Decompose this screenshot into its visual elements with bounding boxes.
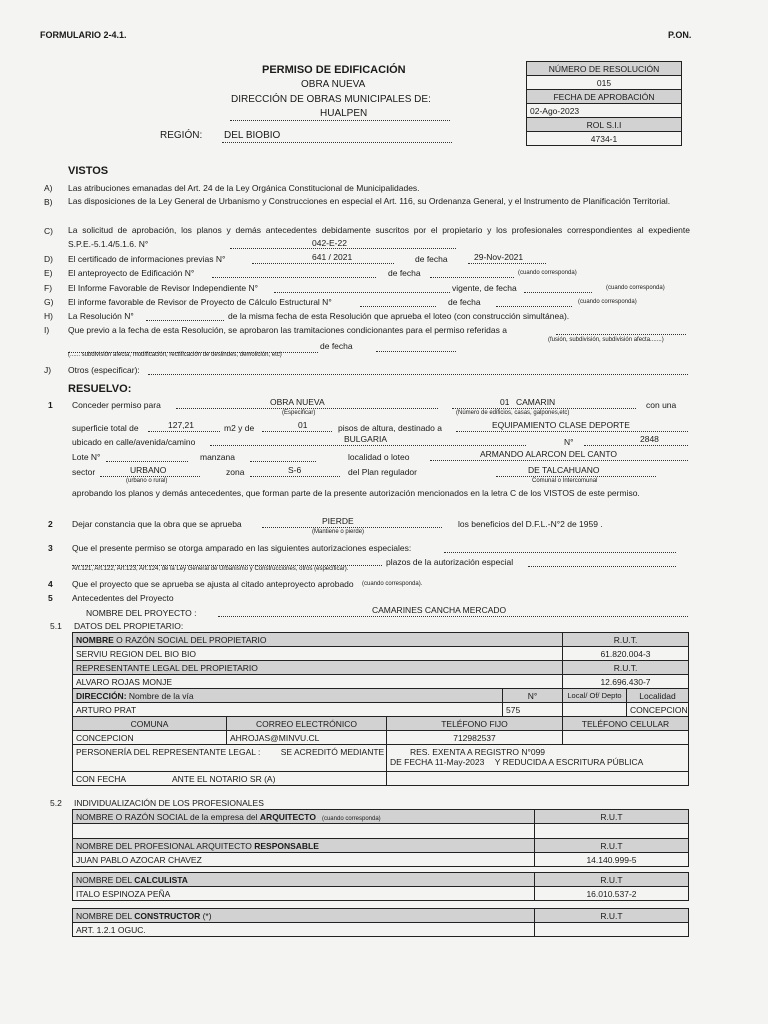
rep-label: REPRESENTANTE LEGAL DEL PROPIETARIO: [73, 661, 563, 675]
doc-title: PERMISO DE EDIFICACIÓN: [262, 64, 406, 76]
vistos-d: El certificado de informaciones previas N°: [68, 254, 226, 264]
item-number: 5.1: [50, 621, 62, 631]
architect-table: [72, 809, 689, 867]
approval-date-label: FECHA DE APROBACIÓN: [527, 90, 682, 104]
item-letter: I): [44, 325, 50, 335]
building-type: CAMARIN: [516, 397, 556, 407]
project-name-label: NOMBRE DEL PROYECTO :: [86, 608, 197, 618]
dom-label: DIRECCIÓN DE OBRAS MUNICIPALES DE:: [231, 94, 431, 105]
text: Que el presente permiso se otorga amparado en las siguientes autorizaciones especiales:: [72, 543, 412, 553]
label: O RAZÓN SOCIAL DEL PROPIETARIO: [113, 634, 267, 645]
expediente-number: 042-E-22: [312, 238, 347, 248]
fecha-label: de fecha: [448, 297, 481, 307]
item-letter: C): [44, 226, 53, 236]
label-bold: ARQUITECTO: [259, 811, 316, 822]
vistos-g: El informe favorable de Revisor de Proyecto de Cálculo Estructural N°: [68, 297, 332, 307]
label: NOMBRE DEL: [76, 874, 135, 885]
text: plazos de la autorización especial: [386, 557, 514, 567]
resuelvo-heading: RESUELVO:: [68, 383, 132, 395]
permit-type: OBRA NUEVA: [270, 397, 325, 407]
item-number: 1: [48, 400, 53, 410]
text: del Plan regulador: [348, 467, 417, 477]
calculist-rut: 16.010.537-2: [535, 887, 689, 901]
item-letter: E): [44, 268, 53, 278]
locality: ARMANDO ALARCON DEL CANTO: [480, 449, 617, 459]
plan-regulador: DE TALCAHUANO: [528, 465, 600, 475]
note: (cuando corresponda).: [362, 581, 423, 587]
note: Comunal o Intercomunal: [532, 478, 598, 484]
fecha-label: de fecha: [388, 268, 421, 278]
local-label: Local/ Of/ Depto: [563, 689, 627, 703]
pon-label: P.ON.: [668, 30, 692, 40]
rut-label: R.U.T.: [563, 661, 689, 675]
note: (Especificar): [282, 410, 316, 416]
label: NOMBRE O RAZÓN SOCIAL de la empresa del: [76, 811, 260, 822]
dfl2-status: PIERDE: [322, 516, 354, 526]
item-letter: J): [44, 365, 52, 375]
phone-label: TELÉFONO FIJO: [387, 717, 563, 731]
label-bold: CONSTRUCTOR: [134, 910, 201, 921]
fecha-label: de fecha: [320, 341, 353, 351]
vigente-label: vigente, de fecha: [452, 283, 517, 293]
calculist-name: ITALO ESPINOZA PEÑA: [73, 887, 535, 901]
calculist-table: [72, 872, 689, 901]
note: (...... subdivisión afecta, modificación, rectificación de deslindes, demolición, etc): [68, 352, 282, 358]
zone: S-6: [288, 465, 302, 475]
label-bold: CALCULISTA: [134, 874, 188, 885]
architect-name: JUAN PABLO AZOCAR CHAVEZ: [73, 853, 535, 867]
vistos-heading: VISTOS: [68, 165, 109, 177]
label: NOMBRE DEL PROFESIONAL ARQUITECTO: [76, 840, 255, 851]
resuelvo-1-approval: aprobando los planos y demás antecedentes, que forman parte de la presente autorización mencionados en la letra C de los VISTOS de este permiso.: [72, 488, 640, 498]
text: Dejar constancia que la obra que se aprueba: [72, 519, 242, 529]
item-number: 5: [48, 593, 53, 603]
building-count: 01: [500, 397, 510, 407]
vistos-c: La solicitud de aprobación, los planos y demás antecedentes debidamente suscritos por el propietario y los profesionales correspondientes al expediente S.P.E.-5.1.4/5.1.6. N°: [68, 225, 690, 249]
owner-table: [72, 632, 689, 786]
destination: EQUIPAMIENTO CLASE DEPORTE: [492, 420, 630, 430]
cip-number: 641 / 2021: [312, 252, 353, 262]
floors: 01: [298, 420, 308, 430]
rol-label: ROL S.I.I: [527, 118, 682, 132]
owner-section-title: DATOS DEL PROPIETARIO:: [74, 621, 184, 631]
label: Nombre de la vía: [126, 690, 194, 701]
resolution-number-label: NÚMERO DE RESOLUCIÓN: [527, 62, 682, 76]
rut-label: R.U.T: [535, 810, 689, 824]
note: Art.121, Art.122, Art.123, Art.124, de la Ley General de Urbanismo y Construcciones, otros (especificar).: [72, 566, 349, 572]
number-label: N°: [503, 689, 563, 703]
rut-label: R.U.T: [535, 909, 689, 923]
item-letter: A): [44, 183, 53, 193]
rol-value: 4734-1: [527, 132, 682, 146]
personeria-label: PERSONERÍA DEL REPRESENTANTE LEGAL :: [76, 747, 261, 757]
text: N°: [564, 437, 574, 447]
item-number: 4: [48, 579, 53, 589]
text: superficie total de: [72, 423, 139, 433]
fecha-label: de fecha: [415, 254, 448, 264]
text: zona: [226, 467, 245, 477]
text: Antecedentes del Proyecto: [72, 593, 174, 603]
vistos-h2: de la misma fecha de esta Resolución que aprueba el loteo (con construcción simultánea).: [228, 311, 570, 321]
constructor-name: ART. 1.2.1 OGUC.: [73, 923, 535, 937]
text: manzana: [200, 452, 235, 462]
text: sector: [72, 467, 96, 477]
item-letter: D): [44, 254, 53, 264]
fecha-label: CON FECHA: [76, 773, 126, 784]
text: m2 y de: [224, 423, 255, 433]
street: BULGARIA: [344, 434, 387, 444]
note: (fusión, subdivisión, subdivisión afecta.......): [548, 337, 664, 343]
vistos-b: Las disposiciones de la Ley General de Urbanismo y Construcciones en especial el Art. 116, su Ordenanza General, y el Instrumento de Planificación Territorial.: [68, 196, 671, 206]
item-letter: G): [44, 297, 54, 307]
comuna: CONCEPCION: [73, 731, 227, 745]
cip-date: 29-Nov-2021: [474, 252, 524, 262]
note: (Mantiene o pierde): [312, 529, 365, 535]
vistos-e: El anteproyecto de Edificación N°: [68, 268, 195, 278]
street-number: 2848: [640, 434, 659, 444]
owner-name: SERVIU REGION DEL BIO BIO: [73, 647, 563, 661]
item-number: 3: [48, 543, 53, 553]
note: (cuando corresponda): [321, 815, 381, 822]
commune-name: HUALPEN: [320, 108, 368, 119]
doc-subtitle: OBRA NUEVA: [301, 79, 366, 90]
label-bold: DIRECCIÓN:: [76, 690, 127, 701]
rut-label: R.U.T: [535, 839, 689, 853]
architect-rut: 14.140.999-5: [535, 853, 689, 867]
owner-rut: 61.820.004-3: [563, 647, 689, 661]
vistos-h1: La Resolución N°: [68, 311, 134, 321]
label: NOMBRE DEL: [76, 910, 135, 921]
approval-date: 02-Ago-2023: [527, 104, 682, 118]
sector: URBANO: [130, 465, 167, 475]
label: (*): [200, 910, 212, 921]
note: (cuando corresponda): [578, 299, 637, 305]
rut-label: R.U.T.: [563, 633, 689, 647]
vistos-f: El Informe Favorable de Revisor Independiente N°: [68, 283, 259, 293]
text: ubicado en calle/avenida/camino: [72, 437, 196, 447]
phone: 712982537: [387, 731, 563, 745]
note: (Número de edificios, casas, galpones,etc): [456, 410, 570, 416]
text: Lote N°: [72, 452, 101, 462]
project-name: CAMARINES CANCHA MERCADO: [372, 605, 507, 615]
personeria-date: 11-May-2023: [434, 757, 485, 767]
text: pisos de altura, destinado a: [338, 423, 442, 433]
text: Que el proyecto que se aprueba se ajusta al citado anteproyecto aprobado: [72, 579, 354, 589]
form-number: FORMULARIO 2-4.1.: [40, 30, 127, 40]
text: con una: [646, 400, 677, 410]
fecha-label: DE FECHA: [390, 757, 433, 767]
item-number: 2: [48, 519, 53, 529]
vistos-j: Otros (especificar):: [68, 365, 140, 375]
surface-m2: 127,21: [168, 420, 194, 430]
item-letter: H): [44, 311, 53, 321]
resolution-number: 015: [527, 76, 682, 90]
rep-name: ALVARO ROJAS MONJE: [73, 675, 563, 689]
note: (cuando corresponda): [518, 270, 577, 276]
personeria-resolution: RES. EXENTA A REGISTRO N°099: [410, 747, 546, 757]
region-label: REGIÓN:: [160, 130, 203, 141]
email-label: CORREO ELECTRÓNICO: [227, 717, 387, 731]
item-letter: F): [44, 283, 53, 293]
text: los beneficios del D.F.L.-N°2 de 1959 .: [458, 519, 603, 529]
text: Y REDUCIDA A ESCRITURA PÚBLICA: [494, 757, 644, 767]
vistos-a: Las atribuciones emanadas del Art. 24 de la Ley Orgánica Constitucional de Municipalidades.: [68, 183, 420, 193]
resolution-box: [526, 61, 682, 146]
rut-label: R.U.T: [535, 873, 689, 887]
note: (urbano o rural): [126, 478, 168, 484]
item-number: 5.2: [50, 798, 62, 808]
region-name: DEL BIOBIO: [224, 130, 281, 141]
text: localidad o loteo: [348, 452, 410, 462]
notario-label: ANTE EL NOTARIO SR (A): [171, 773, 276, 784]
resuelvo-1-text: Conceder permiso para: [72, 400, 161, 410]
professionals-title: INDIVIDUALIZACIÓN DE LOS PROFESIONALES: [74, 798, 264, 808]
text: SE ACREDITÓ MEDIANTE: [280, 747, 385, 757]
note: (cuando corresponda): [606, 285, 665, 291]
comuna-label: COMUNA: [73, 717, 227, 731]
item-letter: B): [44, 197, 53, 207]
address-localidad: CONCEPCION: [627, 703, 689, 717]
mobile-label: TELÉFONO CELULAR: [563, 717, 689, 731]
email: AHROJAS@MINVU.CL: [227, 731, 387, 745]
rep-rut: 12.696.430-7: [563, 675, 689, 689]
label-bold: NOMBRE: [76, 634, 114, 645]
constructor-table: [72, 908, 689, 937]
label-bold: RESPONSABLE: [254, 840, 319, 851]
address-number: 575: [503, 703, 563, 717]
vistos-i: Que previo a la fecha de esta Resolución, se aprobaron las tramitaciones condicionantes para el permiso referidas a: [68, 325, 507, 335]
localidad-label: Localidad: [627, 689, 689, 703]
address-street: ARTURO PRAT: [73, 703, 503, 717]
